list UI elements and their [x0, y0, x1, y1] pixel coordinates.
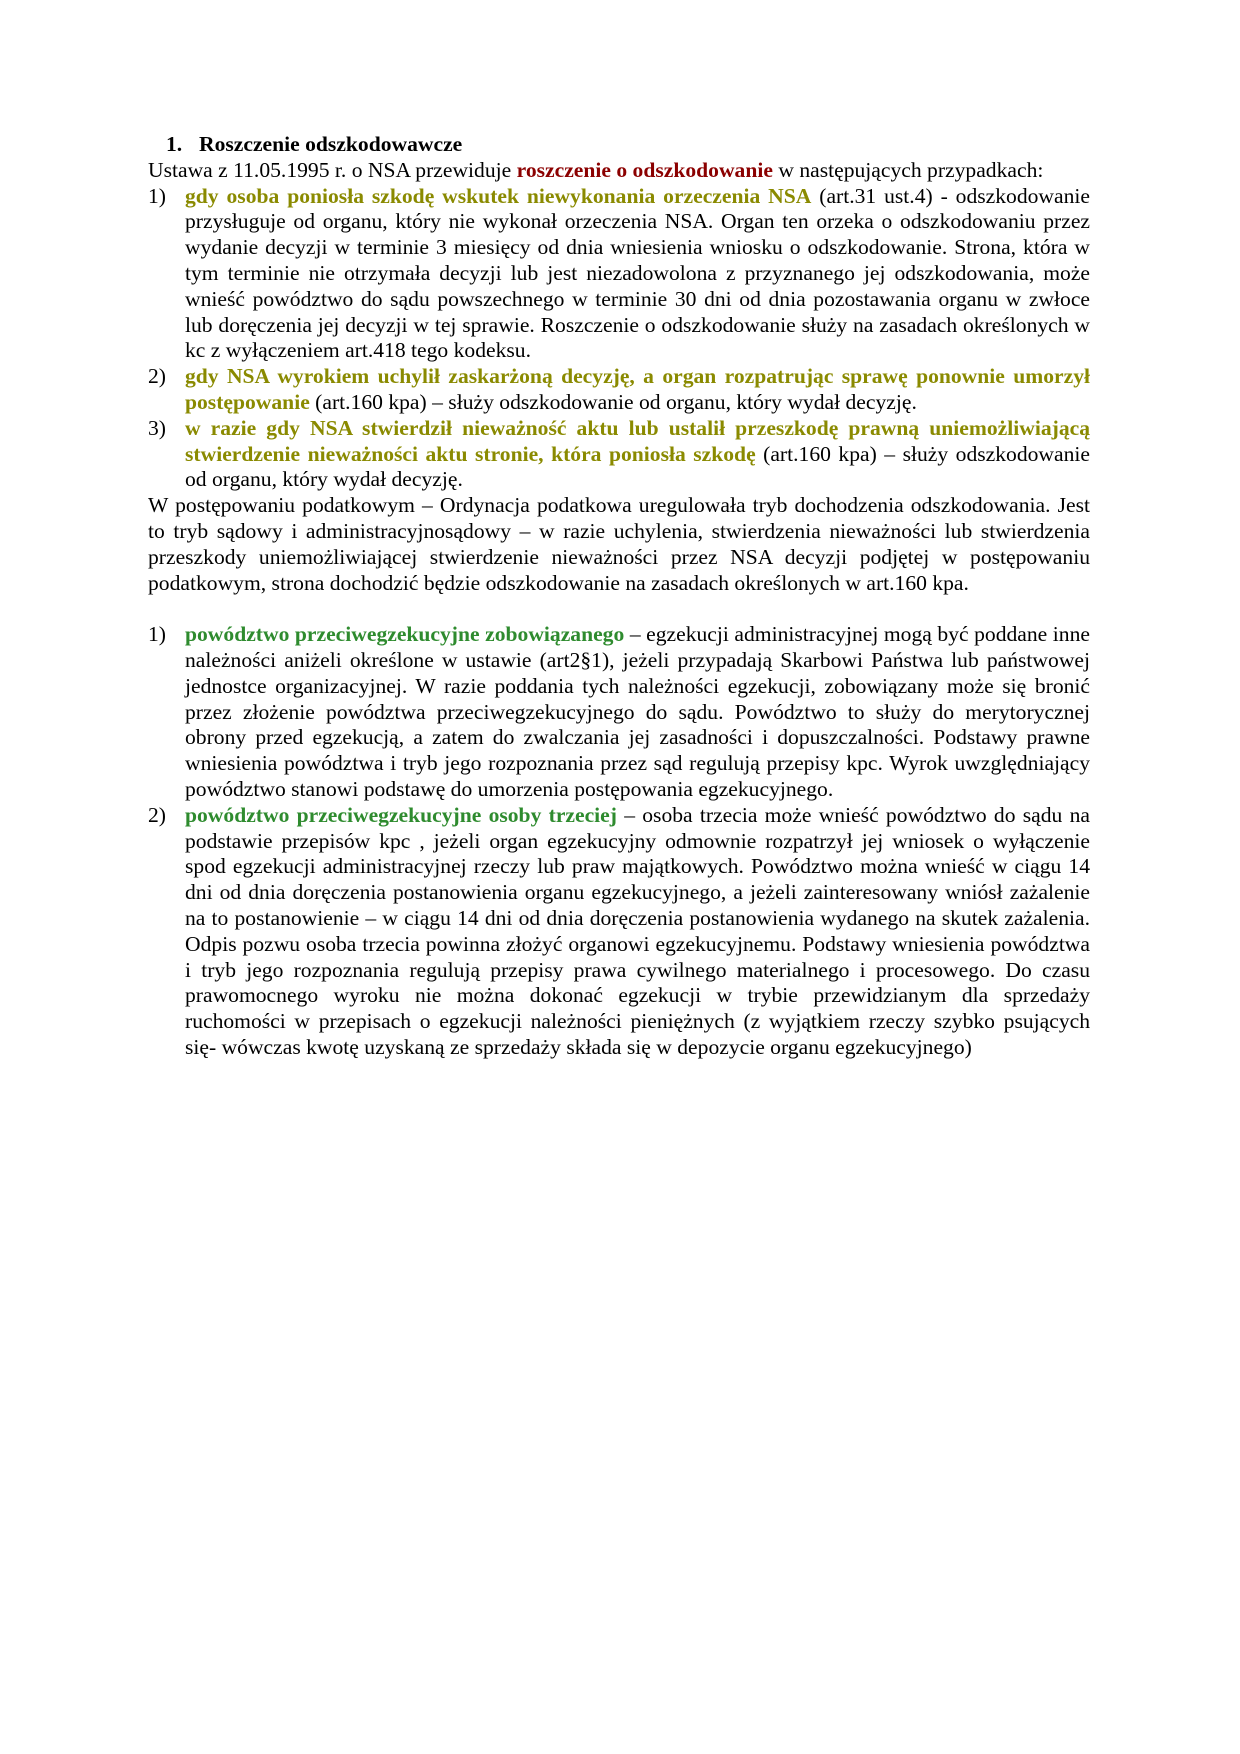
heading-number: 1. — [166, 132, 183, 156]
list-item — [148, 803, 1090, 1061]
item-text: (art.31 ust.4) - odszkodowanie przysługuje od organu, który nie wykonał orzeczenia NSA. Organ ten orzeka o odszkodowaniu przez wydanie decyzji w terminie 3 miesięcy od dnia wniesienia wniosku o odszkodowanie. Strona, która w tym terminie nie otrzymała decyzji lub jest niezadowolona z przyznanego jej odszkodowania, może wnieść powództwo do sądu powszechnego w terminie 30 dni od dnia pozostawania organu w zwłoce lub doręczenia jej decyzji w tej sprawie. Roszczenie o odszkodowanie służy na zasadach określonych w kc z wyłączeniem art.418 tego kodeksu. — [185, 183, 1090, 363]
list-item — [148, 622, 1090, 803]
intro-text: Ustawa z 11.05.1995 r. o NSA przewiduje — [148, 157, 517, 182]
cases-list — [148, 184, 1090, 494]
document-page — [148, 132, 1090, 1061]
tax-paragraph: W postępowaniu podatkowym – Ordynacja podatkowa uregulowała tryb dochodzenia odszkodowania. Jest to tryb sądowy i administracyjnosądowy – w razie uchylenia, stwierdzenia nieważności lub stwierdzenia przeszkody uniemożliwiającej stwierdzenie nieważności przez NSA decyzji podjętej w postępowaniu podatkowym, strona dochodzić będzie odszkodowanie na zasadach określonych w art.160 kpa. — [148, 493, 1090, 595]
list-marker: 2) — [148, 802, 166, 827]
intro-text-end: w następujących przypadkach: — [772, 157, 1044, 182]
list-item — [148, 364, 1090, 416]
item-text: – egzekucji administracyjnej mogą być poddane inne należności aniżeli określone w ustawie (art2§1), jeżeli przypadają Skarbowi Państwa lub państwowej jednostce organizacyjnej. W razie poddania tych należności egzekucji, zobowiązany może się bronić przez złożenie powództwa przeciwegzekucyjnego do sądu. Powództwo to służy do merytorycznej obrony przed egzekucją, a zatem do zwalczania jej zasadności i dopuszczalności. Podstawy prawne wniesienia powództwa i tryb jego rozpoznania przez sąd regulują przepisy kpc. Wyrok uwzględniający powództwo stanowi podstawę do umorzenia postępowania egzekucyjnego. — [185, 622, 1090, 801]
item-highlight: powództwo przeciwegzekucyjne osoby trzeciej — [185, 802, 617, 827]
item-text: – osoba trzecia może wnieść powództwo do sądu na podstawie przepisów kpc , jeżeli organ egzekucyjny odmownie rozpatrzył jej wniosek o wyłączenie spod egzekucji administracyjnej rzeczy lub praw majątkowych. Powództwo można wnieść w ciągu 14 dni od dnia doręczenia postanowienia organu egzekucyjnego, a jeżeli zainteresowany wniósł zażalenie na to postanowienie – w ciągu 14 dni od dnia doręczenia postanowienia wydanego na skutek zażalenia. Odpis pozwu osoba trzecia powinna złożyć organowi egzekucyjnemu. Podstawy wniesienia powództwa i tryb jego rozpoznania regulują przepisy prawa cywilnego materialnego i procesowego. Do czasu prawomocnego wyroku nie można dokonać egzekucji w trybie przewidzianym dla sprzedaży ruchomości w przepisach o egzekucji należności pieniężnych (z wyjątkiem rzeczy szybko psujących się- wówczas kwotę uzyskaną ze sprzedaży składa się w depozycie organu egzekucyjnego) — [185, 802, 1090, 1059]
actions-list — [148, 622, 1090, 1061]
item-text: (art.160 kpa) – służy odszkodowanie od organu, który wydał decyzję. — [185, 441, 1090, 492]
list-marker: 1) — [148, 622, 166, 647]
item-highlight: w razie gdy NSA stwierdził nieważność aktu lub ustalił przeszkodę prawną uniemożliwiającą stwierdzenie nieważności aktu stronie, która poniosła szkodę — [185, 415, 1090, 466]
list-marker: 1) — [148, 183, 166, 208]
heading-title: Roszczenie odszkodowawcze — [199, 132, 463, 156]
item-highlight: gdy NSA wyrokiem uchylił zaskarżoną decyzję, a organ rozpatrując sprawę ponownie umorzył postępowanie — [185, 364, 1090, 414]
item-highlight: gdy osoba poniosła szkodę wskutek niewykonania orzeczenia NSA — [185, 183, 812, 208]
item-highlight: powództwo przeciwegzekucyjne zobowiązanego — [185, 622, 625, 647]
intro-highlight: roszczenie o odszkodowanie — [516, 157, 773, 182]
spacer — [148, 596, 1090, 622]
list-marker: 2) — [148, 364, 166, 389]
list-marker: 3) — [148, 415, 166, 440]
intro-paragraph — [148, 158, 1090, 184]
section-heading — [166, 132, 1090, 158]
list-item — [148, 416, 1090, 493]
item-text: (art.160 kpa) – służy odszkodowanie od organu, który wydał decyzję. — [309, 389, 917, 414]
list-item — [148, 184, 1090, 365]
